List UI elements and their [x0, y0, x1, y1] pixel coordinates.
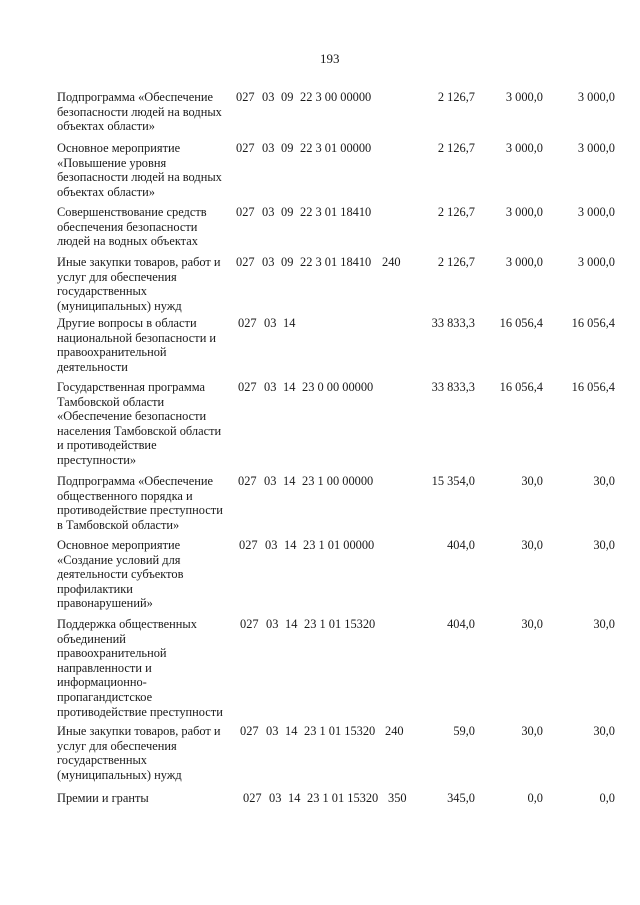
value-year-3: 3 000,0 [577, 141, 615, 155]
row-name-line: в Тамбовской области» [57, 517, 180, 532]
code-vr: 240 [385, 724, 404, 738]
value-year-2: 0,0 [527, 791, 543, 805]
row-name-line: услуг для обеспечения [57, 269, 177, 284]
row-name-line: деятельности [57, 359, 128, 374]
row-name-line: противодействие преступности [57, 704, 223, 719]
code-rz: 03 [264, 380, 277, 394]
code-pr: 14 [288, 791, 301, 805]
value-year-1: 345,0 [447, 791, 475, 805]
code-csr: 23 1 01 00000 [303, 538, 375, 552]
code-rz: 03 [262, 255, 275, 269]
value-year-1: 404,0 [447, 617, 475, 631]
row-name-line: Подпрограмма «Обеспечение [57, 90, 213, 104]
code-rz: 03 [266, 617, 279, 631]
value-year-3: 30,0 [593, 724, 615, 738]
row-name-line: людей на водных объектах [57, 234, 198, 249]
code-csr: 23 1 00 00000 [302, 474, 374, 488]
row-name [57, 316, 237, 374]
code-ved: 027 [243, 791, 262, 805]
value-year-1: 33 833,3 [431, 316, 475, 330]
row-name [57, 538, 237, 611]
value-year-1: 15 354,0 [431, 474, 475, 488]
code-ved: 027 [239, 538, 258, 552]
value-year-3: 3 000,0 [577, 205, 615, 219]
value-year-3: 30,0 [593, 538, 615, 552]
value-year-2: 3 000,0 [505, 205, 543, 219]
value-year-1: 2 126,7 [437, 255, 475, 269]
code-rz: 03 [264, 316, 277, 330]
row-name-line: Государственная программа [57, 380, 205, 394]
value-year-3: 30,0 [593, 474, 615, 488]
code-rz: 03 [269, 791, 282, 805]
value-year-3: 3 000,0 [577, 255, 615, 269]
row-name-line: безопасности людей на водных [57, 104, 222, 119]
value-year-3: 3 000,0 [577, 90, 615, 104]
value-year-2: 3 000,0 [505, 255, 543, 269]
row-name-line: профилактики [57, 581, 133, 596]
row-name-line: Иные закупки товаров, работ и [57, 724, 221, 738]
row-name-line: Иные закупки товаров, работ и [57, 255, 221, 269]
code-ved: 027 [236, 141, 255, 155]
code-csr: 23 1 01 15320 [304, 617, 376, 631]
row-name-line: Тамбовской области [57, 394, 165, 409]
row-name-line: государственных [57, 753, 148, 768]
value-year-3: 16 056,4 [571, 316, 615, 330]
row-name-line: населения Тамбовской области [57, 423, 222, 438]
code-csr: 23 0 00 00000 [302, 380, 374, 394]
value-year-2: 16 056,4 [499, 316, 543, 330]
code-pr: 09 [281, 205, 294, 219]
code-ved: 027 [236, 205, 255, 219]
row-name [57, 255, 237, 313]
code-rz: 03 [266, 724, 279, 738]
value-year-1: 2 126,7 [437, 90, 475, 104]
code-pr: 09 [281, 90, 294, 104]
code-ved: 027 [236, 255, 255, 269]
code-ved: 027 [240, 617, 259, 631]
row-name-line: (муниципальных) нужд [57, 767, 182, 782]
row-name [57, 141, 237, 199]
row-name-line: «Обеспечение безопасности [57, 409, 207, 424]
code-pr: 14 [285, 724, 298, 738]
row-name-line: безопасности людей на водных [57, 170, 222, 185]
value-year-2: 3 000,0 [505, 141, 543, 155]
value-year-2: 30,0 [521, 538, 543, 552]
code-ved: 027 [240, 724, 259, 738]
value-year-3: 30,0 [593, 617, 615, 631]
value-year-1: 2 126,7 [437, 205, 475, 219]
code-rz: 03 [262, 205, 275, 219]
value-year-3: 16 056,4 [571, 380, 615, 394]
code-pr: 14 [284, 538, 297, 552]
code-pr: 14 [283, 380, 296, 394]
row-name-line: направленности и [57, 660, 152, 675]
value-year-3: 0,0 [599, 791, 615, 805]
code-csr: 23 1 01 15320 [304, 724, 376, 738]
row-name-line: национальной безопасности и [57, 330, 217, 345]
value-year-2: 3 000,0 [505, 90, 543, 104]
code-vr: 350 [388, 791, 407, 805]
row-name-line: объединений [57, 631, 126, 646]
code-csr: 22 3 01 18410 [300, 255, 372, 269]
value-year-2: 30,0 [521, 617, 543, 631]
code-ved: 027 [236, 90, 255, 104]
code-ved: 027 [238, 380, 257, 394]
row-name [57, 90, 237, 134]
row-name [57, 791, 237, 806]
row-name-line: преступности» [57, 452, 137, 467]
value-year-2: 16 056,4 [499, 380, 543, 394]
code-vr: 240 [382, 255, 401, 269]
value-year-1: 2 126,7 [437, 141, 475, 155]
code-pr: 09 [281, 255, 294, 269]
row-name [57, 724, 237, 782]
row-name-line: Премии и гранты [57, 791, 149, 805]
row-name [57, 205, 237, 249]
page-number: 193 [320, 51, 340, 66]
value-year-2: 30,0 [521, 724, 543, 738]
row-name-line: объектах области» [57, 119, 155, 134]
value-year-1: 33 833,3 [431, 380, 475, 394]
row-name-line: Совершенствование средств [57, 205, 207, 219]
value-year-2: 30,0 [521, 474, 543, 488]
value-year-1: 59,0 [453, 724, 475, 738]
row-name-line: правонарушений» [57, 596, 153, 611]
row-name-line: пропагандистское [57, 689, 153, 704]
row-name-line: правоохранительной [57, 345, 167, 360]
row-name-line: Подпрограмма «Обеспечение [57, 474, 213, 488]
code-pr: 14 [285, 617, 298, 631]
row-name-line: общественного порядка и [57, 488, 193, 503]
code-rz: 03 [265, 538, 278, 552]
code-rz: 03 [262, 141, 275, 155]
row-name-line: информационно- [57, 675, 147, 690]
row-name-line: Основное мероприятие [57, 538, 181, 552]
row-name-line: услуг для обеспечения [57, 738, 177, 753]
row-name-line: обеспечения безопасности [57, 219, 198, 234]
code-csr: 23 1 01 15320 [307, 791, 379, 805]
row-name-line: Основное мероприятие [57, 141, 181, 155]
code-rz: 03 [264, 474, 277, 488]
row-name-line: «Создание условий для [57, 552, 181, 567]
code-csr: 22 3 01 18410 [300, 205, 372, 219]
code-csr: 22 3 01 00000 [300, 141, 372, 155]
code-pr: 09 [281, 141, 294, 155]
code-pr: 14 [283, 474, 296, 488]
row-name-line: и противодействие [57, 438, 157, 453]
row-name-line: Поддержка общественных [57, 617, 197, 631]
row-name-line: государственных [57, 284, 148, 299]
value-year-1: 404,0 [447, 538, 475, 552]
row-name [57, 380, 237, 468]
row-name-line: (муниципальных) нужд [57, 298, 182, 313]
code-pr: 14 [283, 316, 296, 330]
row-name [57, 474, 237, 532]
row-name-line: противодействие преступности [57, 503, 223, 518]
row-name-line: правоохранительной [57, 646, 167, 661]
row-name-line: «Повышение уровня [57, 155, 167, 170]
code-csr: 22 3 00 00000 [300, 90, 372, 104]
row-name [57, 617, 237, 719]
code-ved: 027 [238, 474, 257, 488]
code-ved: 027 [238, 316, 257, 330]
row-name-line: деятельности субъектов [57, 567, 184, 582]
code-rz: 03 [262, 90, 275, 104]
row-name-line: Другие вопросы в области [57, 316, 197, 330]
row-name-line: объектах области» [57, 184, 155, 199]
